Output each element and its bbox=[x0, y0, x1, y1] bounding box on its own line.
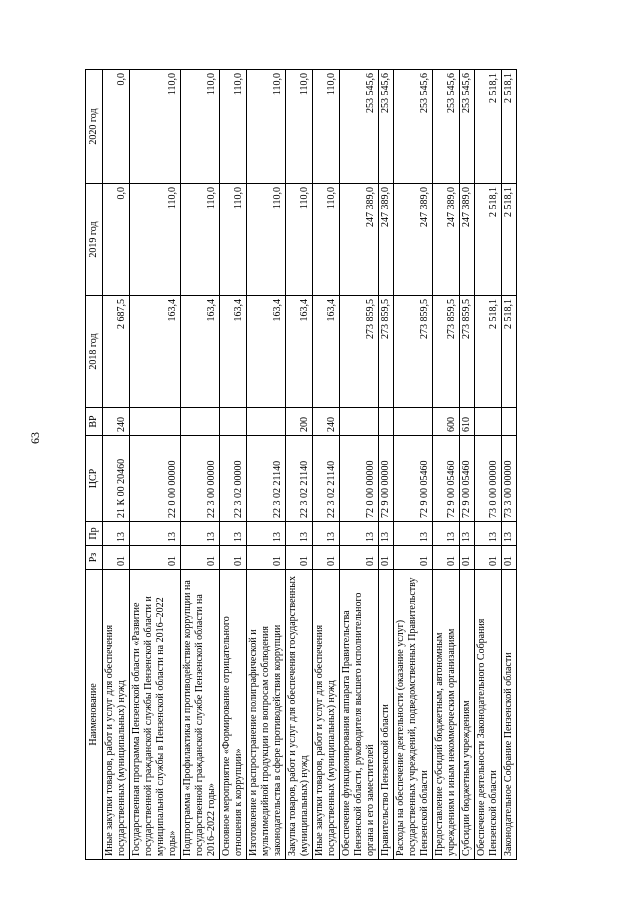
row-2020: 110,0 bbox=[286, 70, 313, 184]
row-csr: 72 9 00 00000 bbox=[379, 436, 394, 522]
table-row bbox=[247, 70, 286, 860]
row-csr: 22 3 02 21140 bbox=[286, 436, 313, 522]
row-csr: 22 3 00 00000 bbox=[181, 436, 220, 522]
table-row bbox=[433, 70, 460, 860]
row-2020: 253 545,6 bbox=[340, 70, 379, 184]
header-csr: ЦСР bbox=[86, 436, 103, 522]
row-csr: 72 9 00 05460 bbox=[433, 436, 460, 522]
row-pr: 13 bbox=[247, 522, 286, 546]
row-rz: 01 bbox=[433, 546, 460, 570]
row-rz: 01 bbox=[379, 546, 394, 570]
row-rz: 01 bbox=[313, 546, 340, 570]
row-vr: 600 bbox=[433, 408, 460, 436]
header-2019: 2019 год bbox=[86, 184, 103, 296]
row-vr: 610 bbox=[460, 408, 475, 436]
rotated-page bbox=[85, 70, 565, 860]
row-vr bbox=[247, 408, 286, 436]
page-number: 63 bbox=[28, 432, 42, 444]
row-csr: 73 3 00 00000 bbox=[502, 436, 517, 522]
row-2019: 2 518,1 bbox=[502, 184, 517, 296]
table-row bbox=[475, 70, 502, 860]
row-2020: 110,0 bbox=[247, 70, 286, 184]
row-2020: 110,0 bbox=[181, 70, 220, 184]
row-pr: 13 bbox=[130, 522, 181, 546]
row-name: Закупка товаров, работ и услуг для обеспечения государственных (муниципальных) нужд bbox=[286, 570, 313, 860]
row-rz: 01 bbox=[460, 546, 475, 570]
row-name: Расходы на обеспечение деятельности (оказание услуг) государственных учреждений, подведомственных Правительству Пензенской области bbox=[394, 570, 433, 860]
row-rz: 01 bbox=[247, 546, 286, 570]
row-name: Предоставление субсидий бюджетным, автономным учреждениям и иным некоммерческим организациям bbox=[433, 570, 460, 860]
row-2018: 163,4 bbox=[181, 296, 220, 408]
row-2019: 110,0 bbox=[247, 184, 286, 296]
row-2019: 2 518,1 bbox=[475, 184, 502, 296]
row-2018: 273 859,5 bbox=[433, 296, 460, 408]
row-2018: 273 859,5 bbox=[379, 296, 394, 408]
row-vr bbox=[475, 408, 502, 436]
row-rz: 01 bbox=[286, 546, 313, 570]
row-rz: 01 bbox=[475, 546, 502, 570]
header-2020: 2020 год bbox=[86, 70, 103, 184]
row-csr: 22 3 02 21140 bbox=[313, 436, 340, 522]
row-name: Правительство Пензенской области bbox=[379, 570, 394, 860]
row-pr: 13 bbox=[475, 522, 502, 546]
row-rz: 01 bbox=[220, 546, 247, 570]
row-2019: 110,0 bbox=[130, 184, 181, 296]
row-pr: 13 bbox=[460, 522, 475, 546]
row-vr bbox=[340, 408, 379, 436]
row-pr: 13 bbox=[340, 522, 379, 546]
row-name: Субсидии бюджетным учреждениям bbox=[460, 570, 475, 860]
row-vr: 240 bbox=[313, 408, 340, 436]
table-row bbox=[340, 70, 379, 860]
row-name: Иные закупки товаров, работ и услуг для обеспечения государственных (муниципальных) нужд bbox=[103, 570, 130, 860]
row-rz: 01 bbox=[103, 546, 130, 570]
table-row bbox=[181, 70, 220, 860]
header-2018: 2018 год bbox=[86, 296, 103, 408]
row-pr: 13 bbox=[286, 522, 313, 546]
row-2019: 247 389,0 bbox=[340, 184, 379, 296]
table-row bbox=[379, 70, 394, 860]
table-header-row bbox=[86, 70, 103, 860]
header-rz: Рз bbox=[86, 546, 103, 570]
row-pr: 13 bbox=[502, 522, 517, 546]
row-pr: 13 bbox=[313, 522, 340, 546]
row-name: Основное мероприятие «Формирование отрицательного отношения к коррупции» bbox=[220, 570, 247, 860]
row-pr: 13 bbox=[181, 522, 220, 546]
row-2019: 247 389,0 bbox=[394, 184, 433, 296]
row-2020: 0,0 bbox=[103, 70, 130, 184]
row-2020: 253 545,6 bbox=[394, 70, 433, 184]
row-2019: 110,0 bbox=[286, 184, 313, 296]
row-name: Изготовление и распространение полиграфической и мультимедийной продукции по вопросам соблюдения законодательства в сфере противодействия коррупции bbox=[247, 570, 286, 860]
row-2020: 110,0 bbox=[220, 70, 247, 184]
row-vr bbox=[220, 408, 247, 436]
row-rz: 01 bbox=[181, 546, 220, 570]
table-row bbox=[220, 70, 247, 860]
row-pr: 13 bbox=[103, 522, 130, 546]
header-vr: ВР bbox=[86, 408, 103, 436]
table-row bbox=[394, 70, 433, 860]
row-csr: 22 3 02 00000 bbox=[220, 436, 247, 522]
row-2018: 163,4 bbox=[247, 296, 286, 408]
header-name: Наименование bbox=[86, 570, 103, 860]
row-2018: 163,4 bbox=[220, 296, 247, 408]
budget-table bbox=[85, 69, 517, 860]
row-vr bbox=[379, 408, 394, 436]
row-name: Обеспечение деятельности Законодательного Собрания Пензенской области bbox=[475, 570, 502, 860]
header-pr: Пр bbox=[86, 522, 103, 546]
row-rz: 01 bbox=[394, 546, 433, 570]
row-name: Обеспечение функционирования аппарата Правительства Пензенской области, руководителя высшего исполнительного органа и его заместителей bbox=[340, 570, 379, 860]
row-csr: 72 0 00 00000 bbox=[340, 436, 379, 522]
row-2018: 273 859,5 bbox=[340, 296, 379, 408]
row-2018: 273 859,5 bbox=[394, 296, 433, 408]
table-row bbox=[130, 70, 181, 860]
row-csr: 22 3 02 21140 bbox=[247, 436, 286, 522]
row-2020: 253 545,6 bbox=[379, 70, 394, 184]
row-rz: 01 bbox=[502, 546, 517, 570]
row-2018: 163,4 bbox=[286, 296, 313, 408]
row-csr: 72 9 00 05460 bbox=[460, 436, 475, 522]
row-2019: 110,0 bbox=[220, 184, 247, 296]
row-2020: 110,0 bbox=[130, 70, 181, 184]
row-rz: 01 bbox=[130, 546, 181, 570]
row-2018: 163,4 bbox=[130, 296, 181, 408]
row-2020: 253 545,6 bbox=[433, 70, 460, 184]
row-pr: 13 bbox=[220, 522, 247, 546]
row-vr: 200 bbox=[286, 408, 313, 436]
row-pr: 13 bbox=[379, 522, 394, 546]
row-2020: 110,0 bbox=[313, 70, 340, 184]
row-2020: 253 545,6 bbox=[460, 70, 475, 184]
row-name: Подпрограмма «Профилактика и противодействие коррупции на государственной гражданской службе Пензенской области на 2016–2022 годы» bbox=[181, 570, 220, 860]
row-2019: 110,0 bbox=[313, 184, 340, 296]
row-2019: 0,0 bbox=[103, 184, 130, 296]
row-2019: 110,0 bbox=[181, 184, 220, 296]
table-row bbox=[460, 70, 475, 860]
row-vr bbox=[394, 408, 433, 436]
table-row bbox=[286, 70, 313, 860]
row-csr: 72 9 00 05460 bbox=[394, 436, 433, 522]
row-vr bbox=[181, 408, 220, 436]
row-csr: 21 К 00 20460 bbox=[103, 436, 130, 522]
row-name: Иные закупки товаров, работ и услуг для обеспечения государственных (муниципальных) нужд bbox=[313, 570, 340, 860]
row-2018: 163,4 bbox=[313, 296, 340, 408]
row-2020: 2 518,1 bbox=[475, 70, 502, 184]
row-2018: 2 518,1 bbox=[502, 296, 517, 408]
row-csr: 22 0 00 00000 bbox=[130, 436, 181, 522]
row-name: Законодательное Собрание Пензенской области bbox=[502, 570, 517, 860]
table-row bbox=[502, 70, 517, 860]
row-2020: 2 518,1 bbox=[502, 70, 517, 184]
row-2019: 247 389,0 bbox=[460, 184, 475, 296]
table-row bbox=[103, 70, 130, 860]
row-vr bbox=[130, 408, 181, 436]
row-pr: 13 bbox=[394, 522, 433, 546]
row-2018: 2 518,1 bbox=[475, 296, 502, 408]
row-name: Государственная программа Пензенской области «Развитие государственной гражданской службы Пензенской области и муниципальной службы в Пензенской области на 2016–2022 годы» bbox=[130, 570, 181, 860]
row-vr bbox=[502, 408, 517, 436]
row-pr: 13 bbox=[433, 522, 460, 546]
row-2019: 247 389,0 bbox=[379, 184, 394, 296]
row-vr: 240 bbox=[103, 408, 130, 436]
row-2019: 247 389,0 bbox=[433, 184, 460, 296]
row-rz: 01 bbox=[340, 546, 379, 570]
row-2018: 2 687,5 bbox=[103, 296, 130, 408]
table-row bbox=[313, 70, 340, 860]
row-2018: 273 859,5 bbox=[460, 296, 475, 408]
row-csr: 73 0 00 00000 bbox=[475, 436, 502, 522]
